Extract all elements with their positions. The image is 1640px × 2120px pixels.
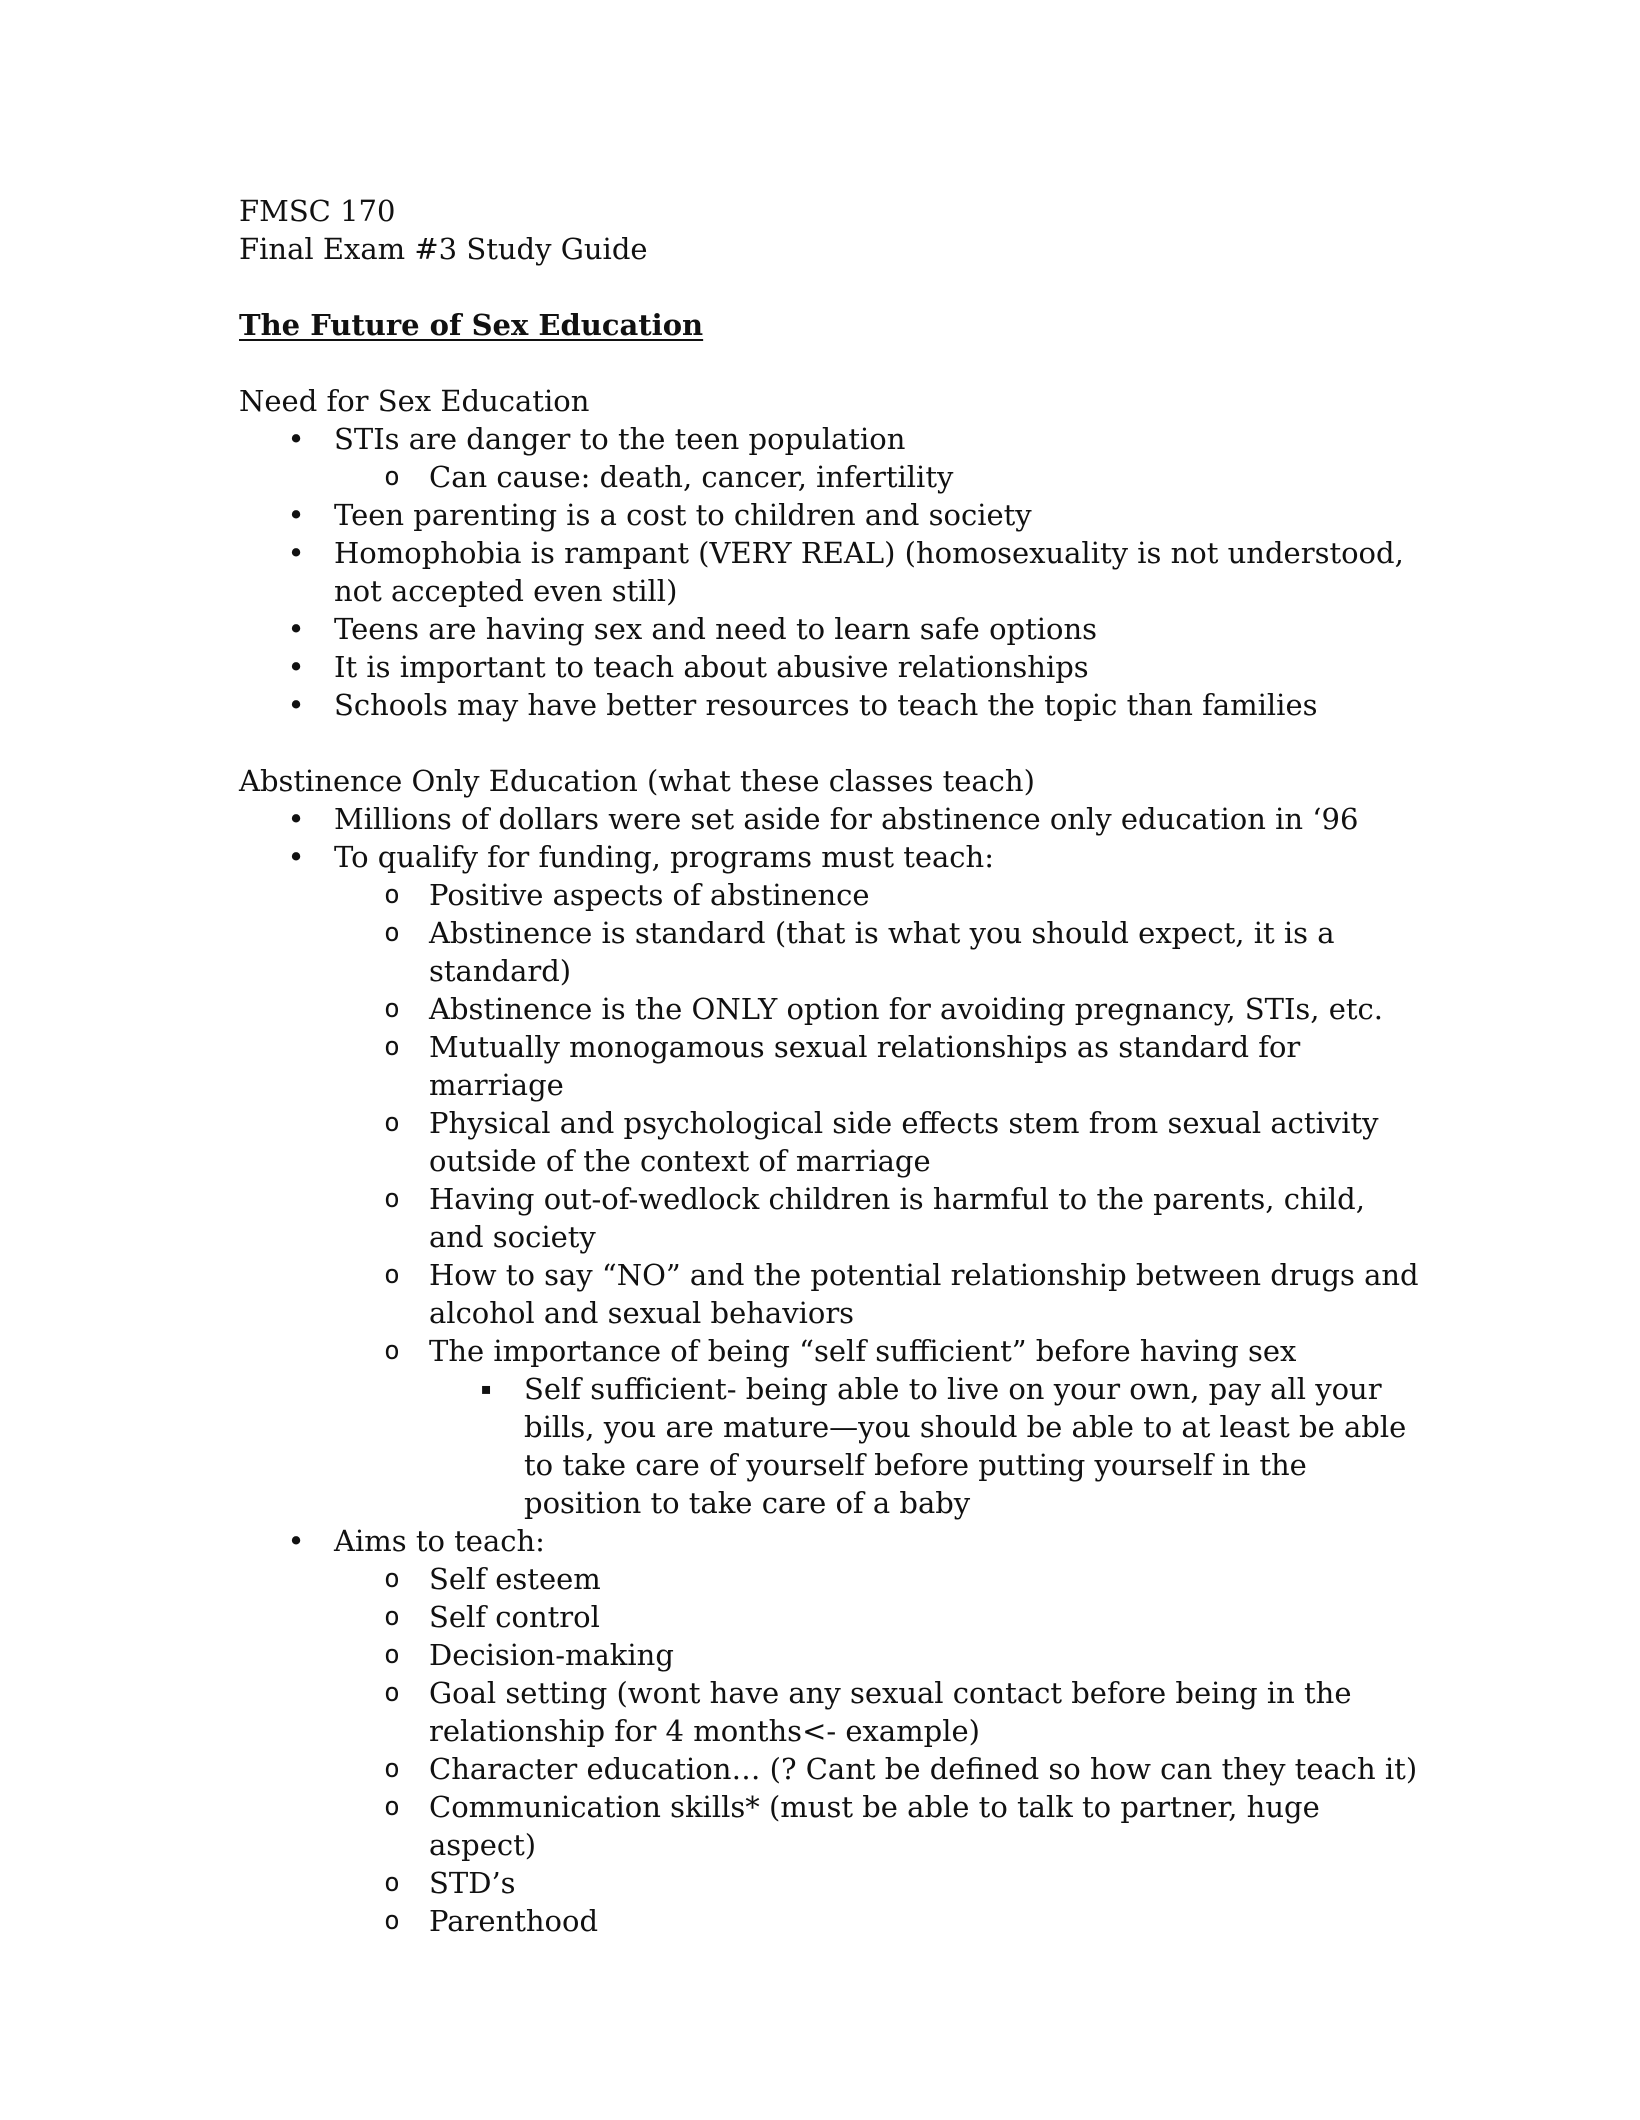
list-item <box>239 1902 1419 1940</box>
list-item-text: It is important to teach about abusive relationships <box>334 650 1089 684</box>
document-page <box>239 192 1419 1940</box>
list-item-text: Self esteem <box>429 1562 601 1596</box>
list-item-text: Self sufficient- being able to live on your own, pay all your bills, you are mature—you should be able to at least be able to take care of yourself before putting yourself in the position to take care of a baby <box>524 1372 1407 1520</box>
bullet-marker: • <box>287 840 305 874</box>
list-item <box>239 1674 1419 1750</box>
sub-bullet-marker: o <box>384 1602 400 1632</box>
abstinence-section-title: Abstinence Only Education (what these classes teach) <box>239 764 1035 798</box>
list-item <box>239 1636 1419 1674</box>
list-item <box>239 1332 1419 1370</box>
bullet-marker: • <box>287 422 305 456</box>
sub-bullet-marker: o <box>384 1032 400 1062</box>
list-item-text: The importance of being “self sufficient” before having sex <box>429 1334 1297 1368</box>
list-item <box>239 610 1419 648</box>
need-list <box>239 420 1419 724</box>
list-item <box>239 1370 1419 1522</box>
list-item-text: STIs are danger to the teen population <box>334 422 906 456</box>
spacer <box>239 268 1419 306</box>
list-item <box>239 876 1419 914</box>
bullet-marker: • <box>287 802 305 836</box>
document-subtitle: Final Exam #3 Study Guide <box>239 232 648 266</box>
list-item <box>239 420 1419 458</box>
list-item <box>239 1256 1419 1332</box>
need-section-title: Need for Sex Education <box>239 384 590 418</box>
sub-bullet-marker: o <box>384 1336 400 1366</box>
list-item-text: Goal setting (wont have any sexual contact before being in the relationship for 4 months<- example) <box>429 1676 1352 1748</box>
sub-bullet-marker: o <box>384 1792 400 1822</box>
bullet-marker: • <box>287 612 305 646</box>
list-item <box>239 1180 1419 1256</box>
list-item-text: Mutually monogamous sexual relationships as standard for marriage <box>429 1030 1301 1102</box>
list-item-text: To qualify for funding, programs must teach: <box>334 840 994 874</box>
list-item-text: Millions of dollars were set aside for abstinence only education in ‘96 <box>334 802 1359 836</box>
list-item <box>239 800 1419 838</box>
list-item-text: Character education… (? Cant be defined so how can they teach it) <box>429 1752 1418 1786</box>
sub-bullet-marker: o <box>384 1184 400 1214</box>
list-item-text: Decision-making <box>429 1638 674 1672</box>
list-item-text: Positive aspects of abstinence <box>429 878 870 912</box>
list-item-text: Can cause: death, cancer, infertility <box>429 460 954 494</box>
list-item-text: Abstinence is standard (that is what you should expect, it is a standard) <box>429 916 1335 988</box>
list-item-text: Having out-of-wedlock children is harmful to the parents, child, and society <box>429 1182 1365 1254</box>
sub-bullet-marker: o <box>384 1260 400 1290</box>
sub-bullet-marker: o <box>384 994 400 1024</box>
list-item <box>239 1522 1419 1560</box>
list-item-text: Schools may have better resources to teach the topic than families <box>334 688 1318 722</box>
spacer <box>239 344 1419 382</box>
sub-bullet-marker: o <box>384 1640 400 1670</box>
list-item-text: How to say “NO” and the potential relationship between drugs and alcohol and sexual behaviors <box>429 1258 1419 1330</box>
list-item <box>239 1598 1419 1636</box>
list-item <box>239 990 1419 1028</box>
section-heading: The Future of Sex Education <box>239 308 704 342</box>
list-item <box>239 1788 1419 1864</box>
square-bullet-marker: ▪ <box>480 1379 492 1398</box>
sub-bullet-marker: o <box>384 1868 400 1898</box>
list-item <box>239 1750 1419 1788</box>
abstinence-list <box>239 800 1419 1940</box>
list-item-text: Aims to teach: <box>334 1524 545 1558</box>
list-item <box>239 914 1419 990</box>
sub-bullet-marker: o <box>384 1678 400 1708</box>
list-item-text: Abstinence is the ONLY option for avoiding pregnancy, STIs, etc. <box>429 992 1384 1026</box>
list-item <box>239 1560 1419 1598</box>
bullet-marker: • <box>287 1524 305 1558</box>
list-item <box>239 838 1419 876</box>
bullet-marker: • <box>287 688 305 722</box>
sub-bullet-marker: o <box>384 880 400 910</box>
list-item-text: Teen parenting is a cost to children and society <box>334 498 1032 532</box>
bullet-marker: • <box>287 498 305 532</box>
list-item <box>239 1864 1419 1902</box>
sub-bullet-marker: o <box>384 1906 400 1936</box>
list-item <box>239 458 1419 496</box>
sub-bullet-marker: o <box>384 918 400 948</box>
list-item-text: Communication skills* (must be able to talk to partner, huge aspect) <box>429 1790 1320 1862</box>
bullet-marker: • <box>287 536 305 570</box>
spacer <box>239 724 1419 762</box>
list-item <box>239 686 1419 724</box>
list-item-text: STD’s <box>429 1866 516 1900</box>
list-item-text: Parenthood <box>429 1904 599 1938</box>
list-item <box>239 648 1419 686</box>
list-item <box>239 1104 1419 1180</box>
list-item-text: Homophobia is rampant (VERY REAL) (homosexuality is not understood, not accepted even still) <box>334 536 1404 608</box>
list-item <box>239 1028 1419 1104</box>
sub-bullet-marker: o <box>384 462 400 492</box>
bullet-marker: • <box>287 650 305 684</box>
list-item <box>239 496 1419 534</box>
list-item-text: Teens are having sex and need to learn safe options <box>334 612 1098 646</box>
list-item <box>239 534 1419 610</box>
sub-bullet-marker: o <box>384 1564 400 1594</box>
course-code: FMSC 170 <box>239 194 396 228</box>
list-item-text: Self control <box>429 1600 600 1634</box>
sub-bullet-marker: o <box>384 1754 400 1784</box>
list-item-text: Physical and psychological side effects stem from sexual activity outside of the context of marriage <box>429 1106 1379 1178</box>
sub-bullet-marker: o <box>384 1108 400 1138</box>
